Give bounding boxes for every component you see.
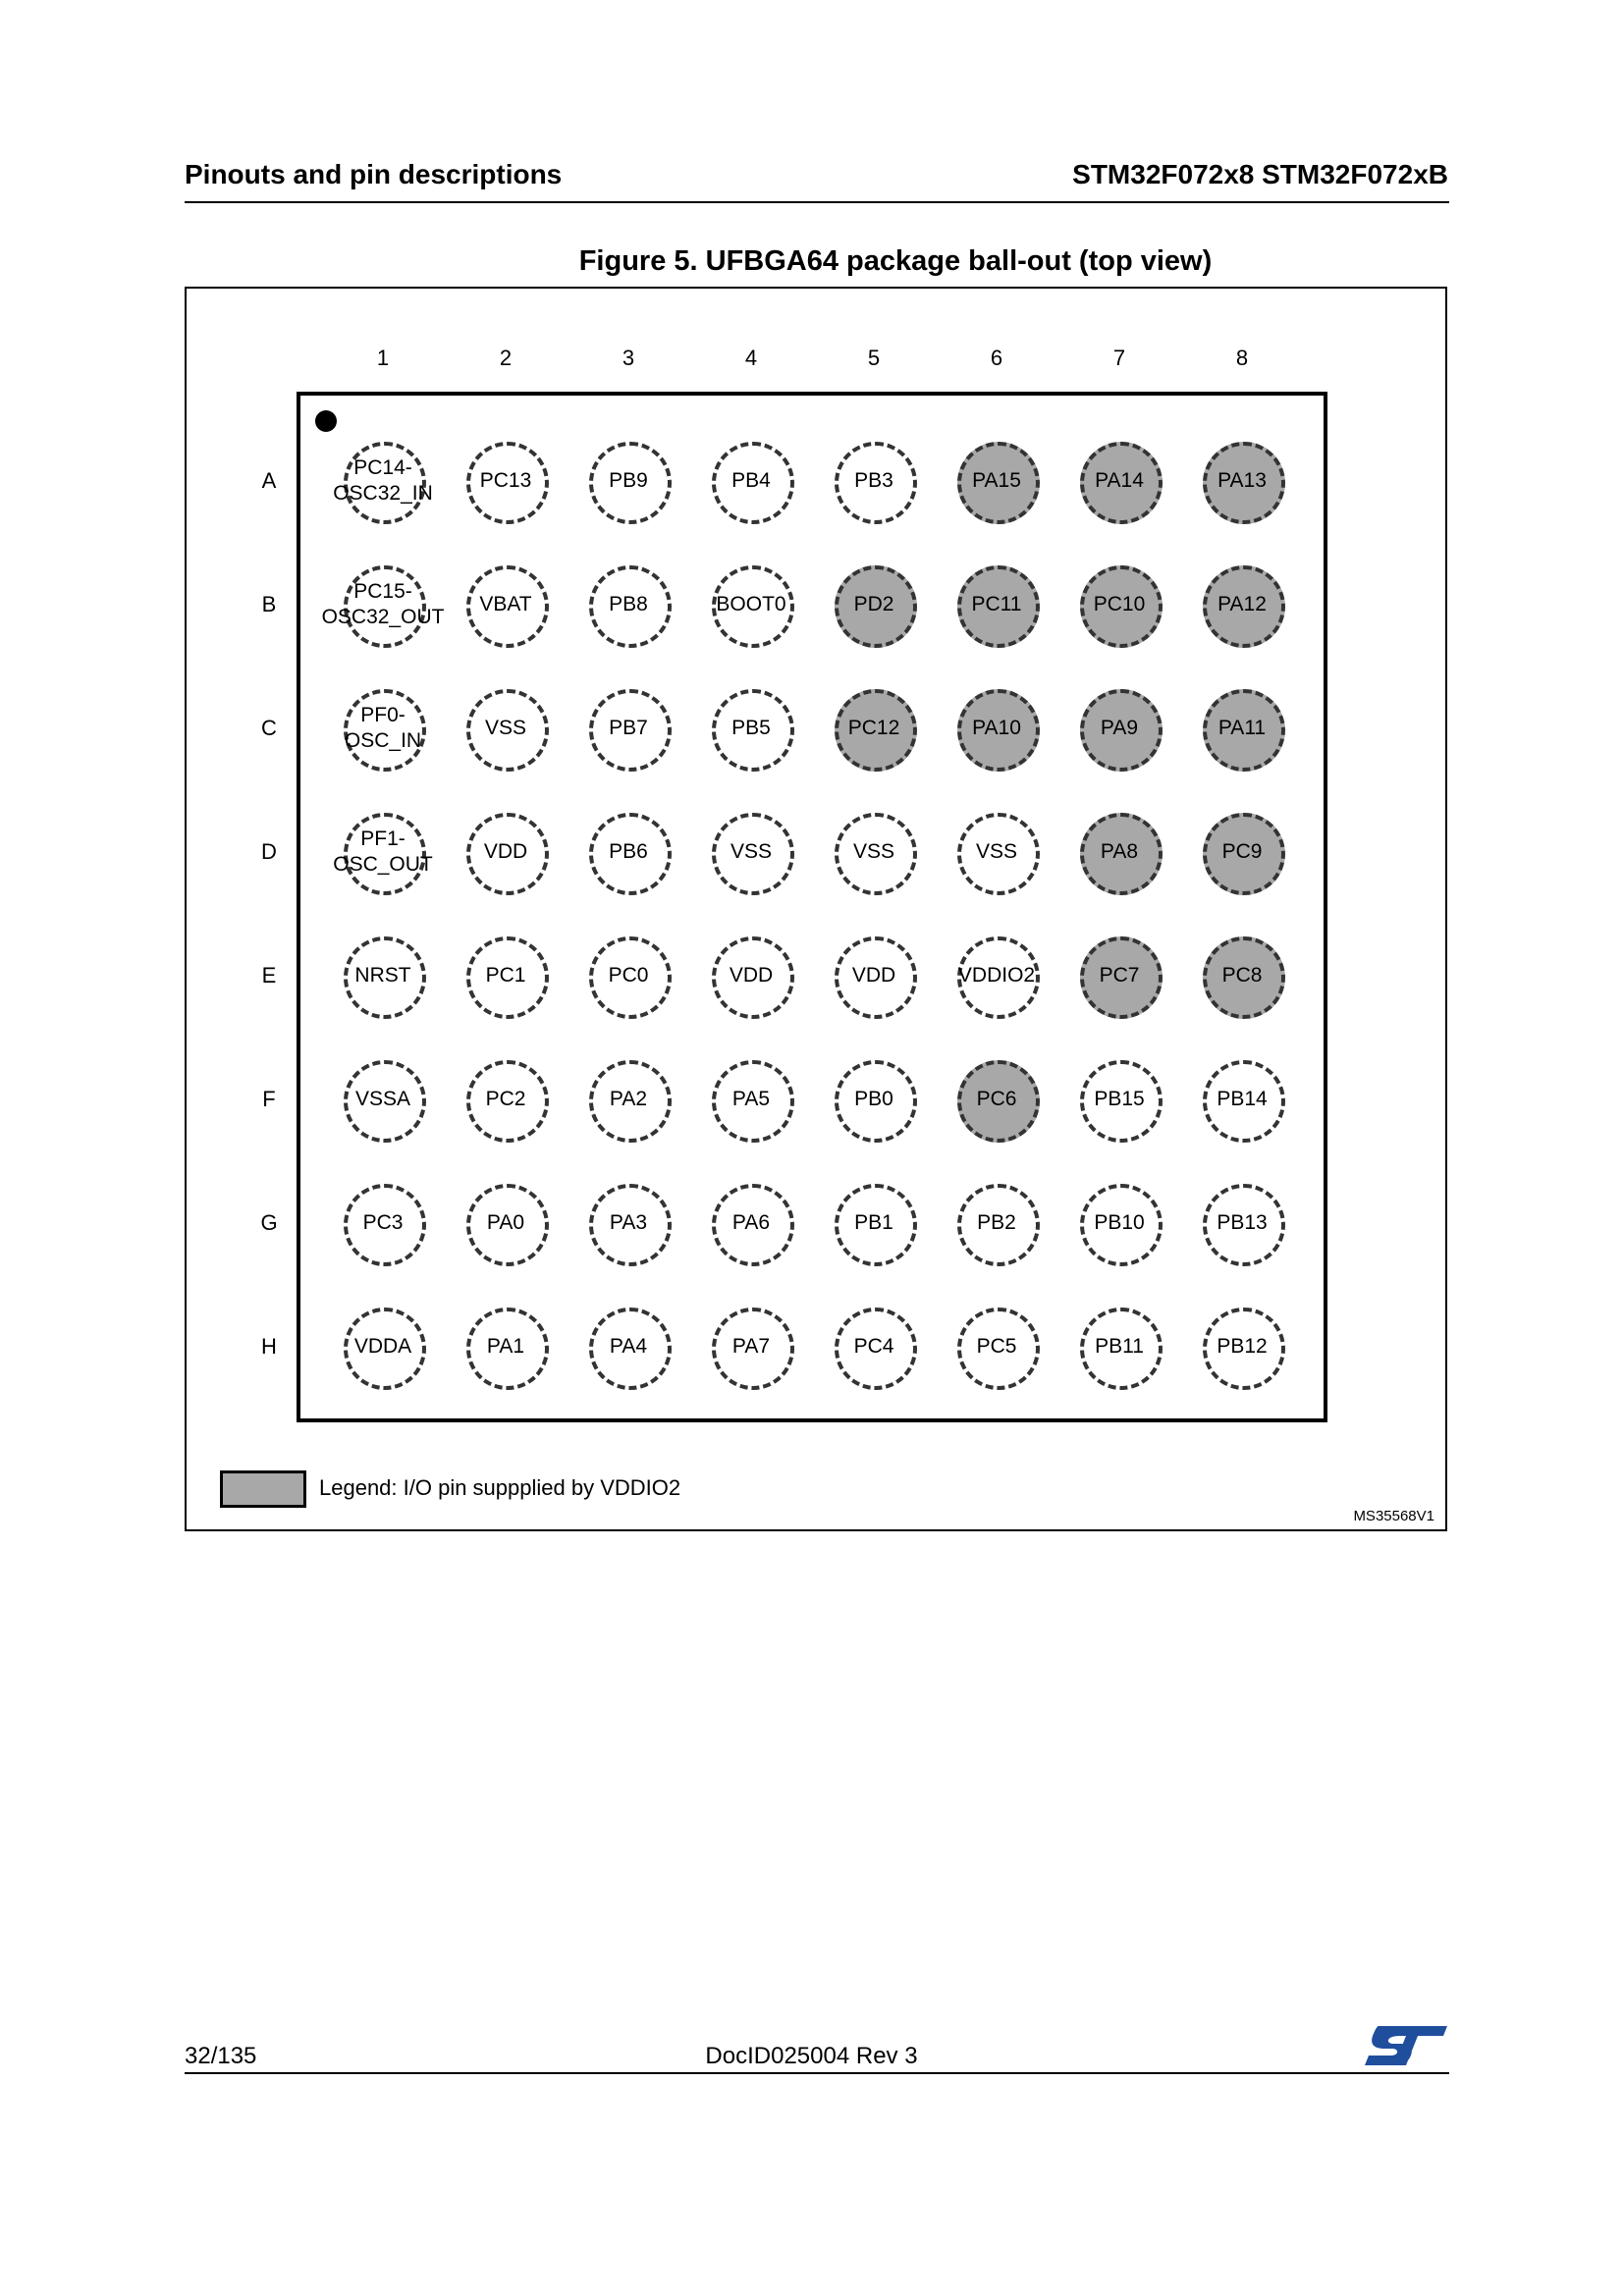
ball-label: PA9 <box>1100 717 1139 739</box>
ball-label: PA12 <box>1217 593 1267 615</box>
ball-label: PA15 <box>972 469 1021 492</box>
ball-label: VSS <box>852 840 895 863</box>
column-label: 6 <box>990 346 1003 370</box>
ball-label: PB5 <box>731 717 771 739</box>
column-label: 3 <box>622 346 635 370</box>
legend-text: Legend: I/O pin suppplied by VDDIO2 <box>319 1475 681 1500</box>
ball-label: PA11 <box>1217 717 1267 739</box>
ball-label: VDD <box>483 840 528 863</box>
row-label: B <box>261 592 277 616</box>
header-divider <box>185 201 1449 203</box>
legend-swatch <box>220 1470 306 1508</box>
row-label: D <box>261 839 277 864</box>
ball-label: PC8 <box>1221 964 1263 987</box>
ball-label: PB15 <box>1094 1088 1145 1110</box>
column-label: 5 <box>867 346 881 370</box>
ball-label: VSSA <box>354 1088 411 1110</box>
ball-label: PB11 <box>1095 1335 1144 1358</box>
pin1-marker <box>315 410 337 432</box>
ball-label: PC0 <box>608 964 649 987</box>
ball-label: PA14 <box>1095 469 1144 492</box>
ball-label: PB8 <box>609 593 648 615</box>
ball-label: PA0 <box>486 1211 525 1234</box>
ball-label: PA7 <box>731 1335 771 1358</box>
ball-label: VDD <box>851 964 896 987</box>
ball-label: PD2 <box>853 593 894 615</box>
column-label: 7 <box>1112 346 1126 370</box>
ball-label: VDDA <box>353 1335 412 1358</box>
ball-label: PC14- OSC32_IN <box>333 456 433 505</box>
ball-label: PC6 <box>976 1088 1017 1110</box>
ball-label: PC12 <box>847 717 900 739</box>
ball-label: PA5 <box>731 1088 771 1110</box>
ball-label: PA6 <box>731 1211 771 1234</box>
ball-label: PB2 <box>977 1211 1016 1234</box>
package-outline <box>297 392 1327 1422</box>
ball-label: VBAT <box>479 593 532 615</box>
ball-label: PC2 <box>485 1088 526 1110</box>
ball-label: VDDIO2 <box>957 964 1036 987</box>
row-label: H <box>261 1334 277 1359</box>
header-product-name: STM32F072x8 STM32F072xB <box>1072 159 1448 189</box>
ball-label: PC4 <box>853 1335 894 1358</box>
st-logo <box>1361 2022 1449 2072</box>
ball-label: PF0- OSC_IN <box>344 704 422 752</box>
ball-label: VSS <box>484 717 527 739</box>
ball-label: VSS <box>730 840 773 863</box>
row-label: A <box>261 468 277 493</box>
ball-label: PB13 <box>1217 1211 1268 1234</box>
ball-label: PC11 <box>971 593 1022 615</box>
row-label: F <box>262 1087 276 1111</box>
ball-label: PA3 <box>609 1211 648 1234</box>
ball-label: PA2 <box>609 1088 648 1110</box>
column-label: 2 <box>499 346 513 370</box>
column-label: 4 <box>744 346 758 370</box>
ball-label: PF1- OSC_OUT <box>333 828 433 876</box>
ball-label: PB4 <box>731 469 771 492</box>
row-label: E <box>261 963 277 988</box>
ball-label: PA10 <box>972 717 1021 739</box>
ball-label: NRST <box>354 964 411 987</box>
ball-label: PB12 <box>1217 1335 1268 1358</box>
ball-label: PC3 <box>362 1211 404 1234</box>
ball-label: PC13 <box>479 469 532 492</box>
header-section-title: Pinouts and pin descriptions <box>185 159 563 189</box>
ball-label: PC10 <box>1093 593 1146 615</box>
ball-label: PB1 <box>854 1211 893 1234</box>
ball-label: PA1 <box>486 1335 525 1358</box>
ball-label: PB6 <box>609 840 648 863</box>
row-label: C <box>261 716 277 740</box>
ball-label: PB7 <box>609 717 648 739</box>
ball-label: PA8 <box>1100 840 1139 863</box>
ball-label: PC15- OSC32_OUT <box>321 580 445 628</box>
ball-label: BOOT0 <box>716 593 786 615</box>
ball-label: PA13 <box>1217 469 1267 492</box>
ball-label: VSS <box>975 840 1018 863</box>
ball-label: PB9 <box>609 469 648 492</box>
ball-label: PB10 <box>1094 1211 1145 1234</box>
ball-label: PB14 <box>1217 1088 1268 1110</box>
row-label: G <box>260 1210 278 1235</box>
page-number: 32/135 <box>185 2043 257 2069</box>
ball-label: PB3 <box>854 469 893 492</box>
footer-divider <box>185 2072 1449 2074</box>
figure-title: Figure 5. UFBGA64 package ball-out (top view) <box>578 245 1213 277</box>
doc-id: DocID025004 Rev 3 <box>705 2043 918 2069</box>
column-label: 1 <box>376 346 390 370</box>
ball-label: PC1 <box>485 964 526 987</box>
ball-label: PB0 <box>854 1088 893 1110</box>
figure-code: MS35568V1 <box>1353 1508 1434 1524</box>
ball-label: PA4 <box>609 1335 648 1358</box>
ball-label: VDD <box>729 964 774 987</box>
ball-label: PC9 <box>1221 840 1263 863</box>
ball-label: PC5 <box>976 1335 1017 1358</box>
column-label: 8 <box>1235 346 1249 370</box>
ball-label: PC7 <box>1099 964 1140 987</box>
